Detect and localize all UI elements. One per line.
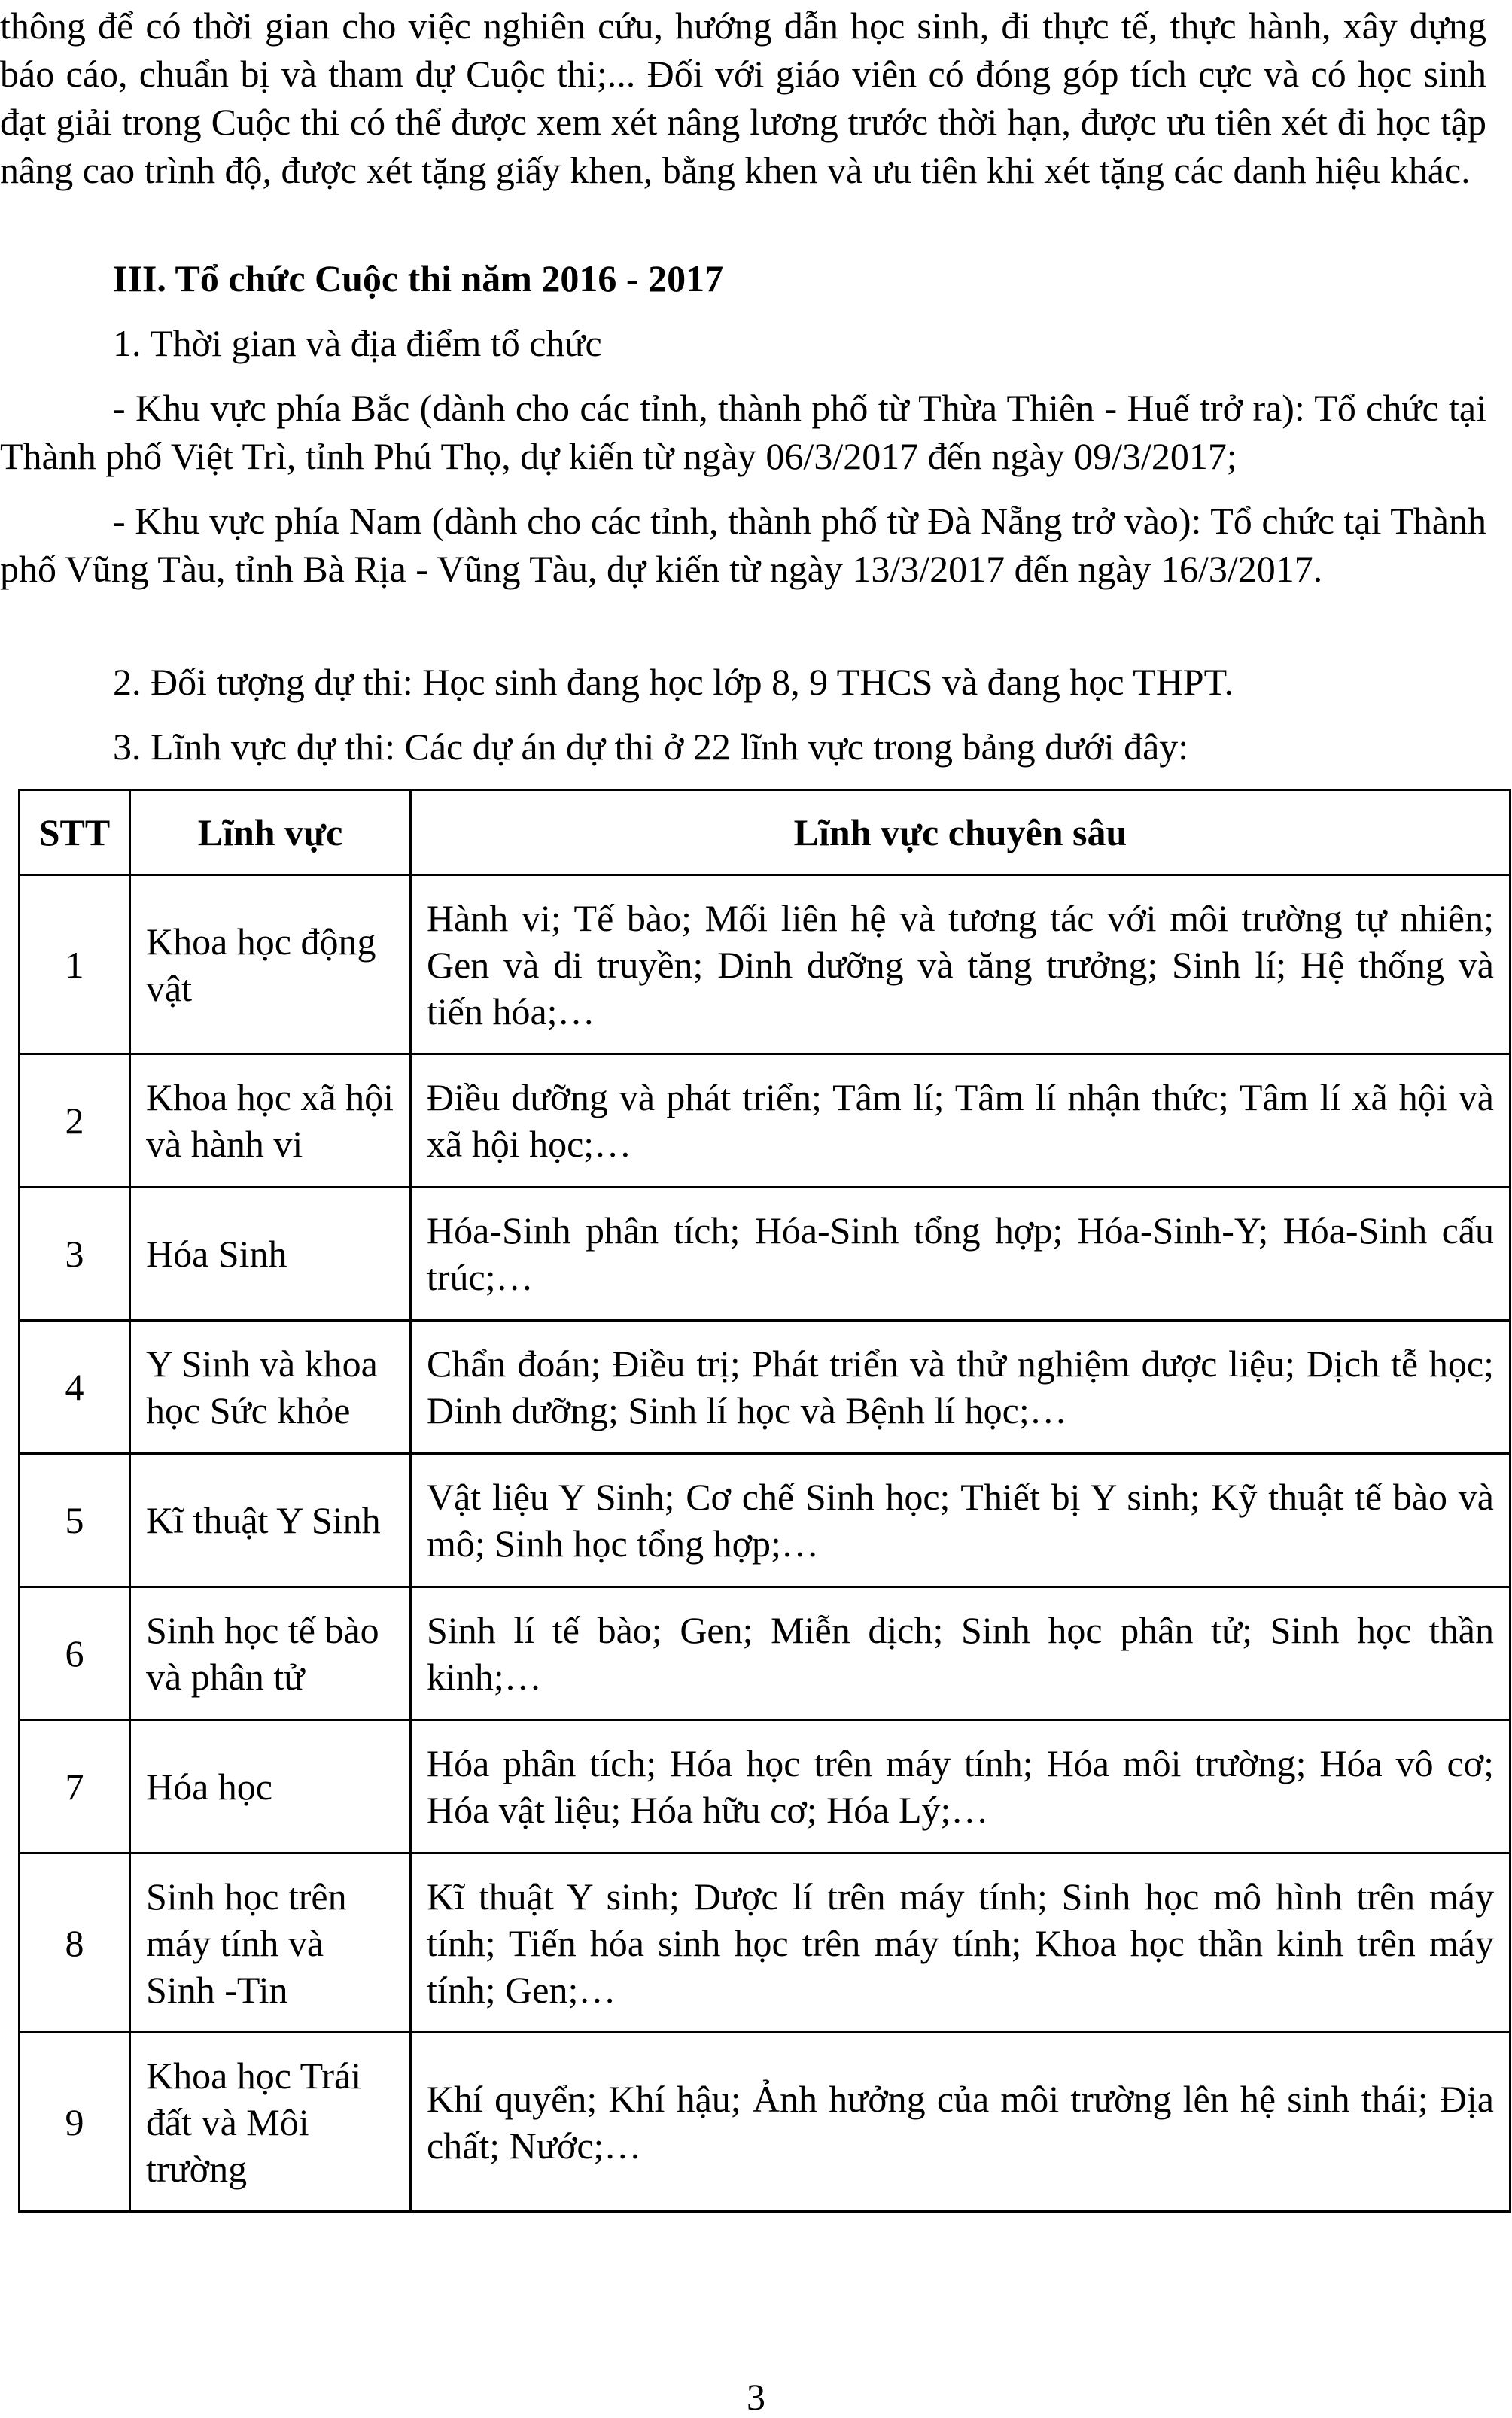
row-detail: Hóa-Sinh phân tích; Hóa-Sinh tổng hợp; Hóa-Sinh-Y; Hóa-Sinh cấu trúc;… [411, 1188, 1510, 1321]
item-participants: 2. Đối tượng dự thi: Học sinh đang học lớp 8, 9 THCS và đang học THPT. [113, 661, 1234, 703]
row-field: Sinh học tế bào và phân tử [130, 1587, 411, 1720]
row-stt: 5 [20, 1454, 130, 1587]
section-heading: III. Tổ chức Cuộc thi năm 2016 - 2017 [113, 257, 724, 300]
row-detail: Điều dưỡng và phát triển; Tâm lí; Tâm lí nhận thức; Tâm lí xã hội và xã hội học;… [411, 1054, 1510, 1188]
row-detail: Hóa phân tích; Hóa học trên máy tính; Hóa môi trường; Hóa vô cơ; Hóa vật liệu; Hóa hữu cơ; Hóa Lý;… [411, 1720, 1510, 1854]
row-detail: Chẩn đoán; Điều trị; Phát triển và thử nghiệm dược liệu; Dịch tễ học; Dinh dưỡng; Sinh lí học và Bệnh lí học;… [411, 1321, 1510, 1454]
row-field: Khoa học Trái đất và Môi trường [130, 2033, 411, 2212]
row-field: Khoa học xã hội và hành vi [130, 1054, 411, 1188]
header-detail: Lĩnh vực chuyên sâu [411, 790, 1510, 875]
row-detail: Sinh lí tế bào; Gen; Miễn dịch; Sinh học phân tử; Sinh học thần kinh;… [411, 1587, 1510, 1720]
row-stt: 6 [20, 1587, 130, 1720]
paragraph-teacher-support: thông để có thời gian cho việc nghiên cứu, hướng dẫn học sinh, đi thực tế, thực hành, xây dựng báo cáo, chuẩn bị và tham dự Cuộc thi;... Đối với giáo viên có đóng góp tích cực và có học sinh đạt giải trong Cuộc thi có thể được xem xét nâng lương trước thời hạn, được ưu tiên xét đi học tập nâng cao trình độ, được xét tặng giấy khen, bằng khen và ưu tiên khi xét tặng các danh hiệu khác. [0, 5, 1486, 191]
page-number: 3 [747, 2376, 765, 2418]
item-time-location: 1. Thời gian và địa điểm tổ chức [113, 322, 602, 364]
table-row [20, 1854, 1510, 2033]
table-row [20, 2033, 1510, 2212]
row-stt: 1 [20, 875, 130, 1054]
paragraph-north-region: - Khu vực phía Bắc (dành cho các tỉnh, thành phố từ Thừa Thiên - Huế trở ra): Tổ chức tại Thành phố Việt Trì, tỉnh Phú Thọ, dự kiến từ ngày 06/3/2017 đến ngày 09/3/2017; [0, 387, 1486, 477]
row-detail: Hành vi; Tế bào; Mối liên hệ và tương tác với môi trường tự nhiên; Gen và di truyền; Dinh dưỡng và tăng trưởng; Sinh lí; Hệ thống và tiến hóa;… [411, 875, 1510, 1054]
row-stt: 9 [20, 2033, 130, 2212]
header-field: Lĩnh vực [130, 790, 411, 875]
row-detail: Khí quyển; Khí hậu; Ảnh hưởng của môi trường lên hệ sinh thái; Địa chất; Nước;… [411, 2033, 1510, 2212]
header-stt: STT [20, 790, 130, 875]
row-field: Hóa học [130, 1720, 411, 1854]
table-row [20, 875, 1510, 1054]
table-row [20, 1054, 1510, 1188]
table-row [20, 1188, 1510, 1321]
row-field: Y Sinh và khoa học Sức khỏe [130, 1321, 411, 1454]
row-field: Khoa học động vật [130, 875, 411, 1054]
row-detail: Vật liệu Y Sinh; Cơ chế Sinh học; Thiết bị Y sinh; Kỹ thuật tế bào và mô; Sinh học tổng hợp;… [411, 1454, 1510, 1587]
table-header-row [20, 790, 1510, 875]
table-row [20, 1321, 1510, 1454]
paragraph-south-region: - Khu vực phía Nam (dành cho các tỉnh, thành phố từ Đà Nẵng trở vào): Tổ chức tại Thành phố Vũng Tàu, tỉnh Bà Rịa - Vũng Tàu, dự kiến từ ngày 13/3/2017 đến ngày 16/3/2017. [0, 500, 1486, 590]
item-fields: 3. Lĩnh vực dự thi: Các dự án dự thi ở 22 lĩnh vực trong bảng dưới đây: [113, 725, 1189, 768]
row-stt: 3 [20, 1188, 130, 1321]
row-stt: 2 [20, 1054, 130, 1188]
row-stt: 4 [20, 1321, 130, 1454]
table-row [20, 1720, 1510, 1854]
row-field: Sinh học trên máy tính và Sinh -Tin [130, 1854, 411, 2033]
table-row [20, 1587, 1510, 1720]
row-field: Kĩ thuật Y Sinh [130, 1454, 411, 1587]
table-row [20, 1454, 1510, 1587]
row-detail: Kĩ thuật Y sinh; Dược lí trên máy tính; Sinh học mô hình trên máy tính; Tiến hóa sinh học trên máy tính; Khoa học thần kinh trên máy tính; Gen;… [411, 1854, 1510, 2033]
row-stt: 8 [20, 1854, 130, 2033]
row-stt: 7 [20, 1720, 130, 1854]
fields-table [18, 789, 1511, 2213]
row-field: Hóa Sinh [130, 1188, 411, 1321]
